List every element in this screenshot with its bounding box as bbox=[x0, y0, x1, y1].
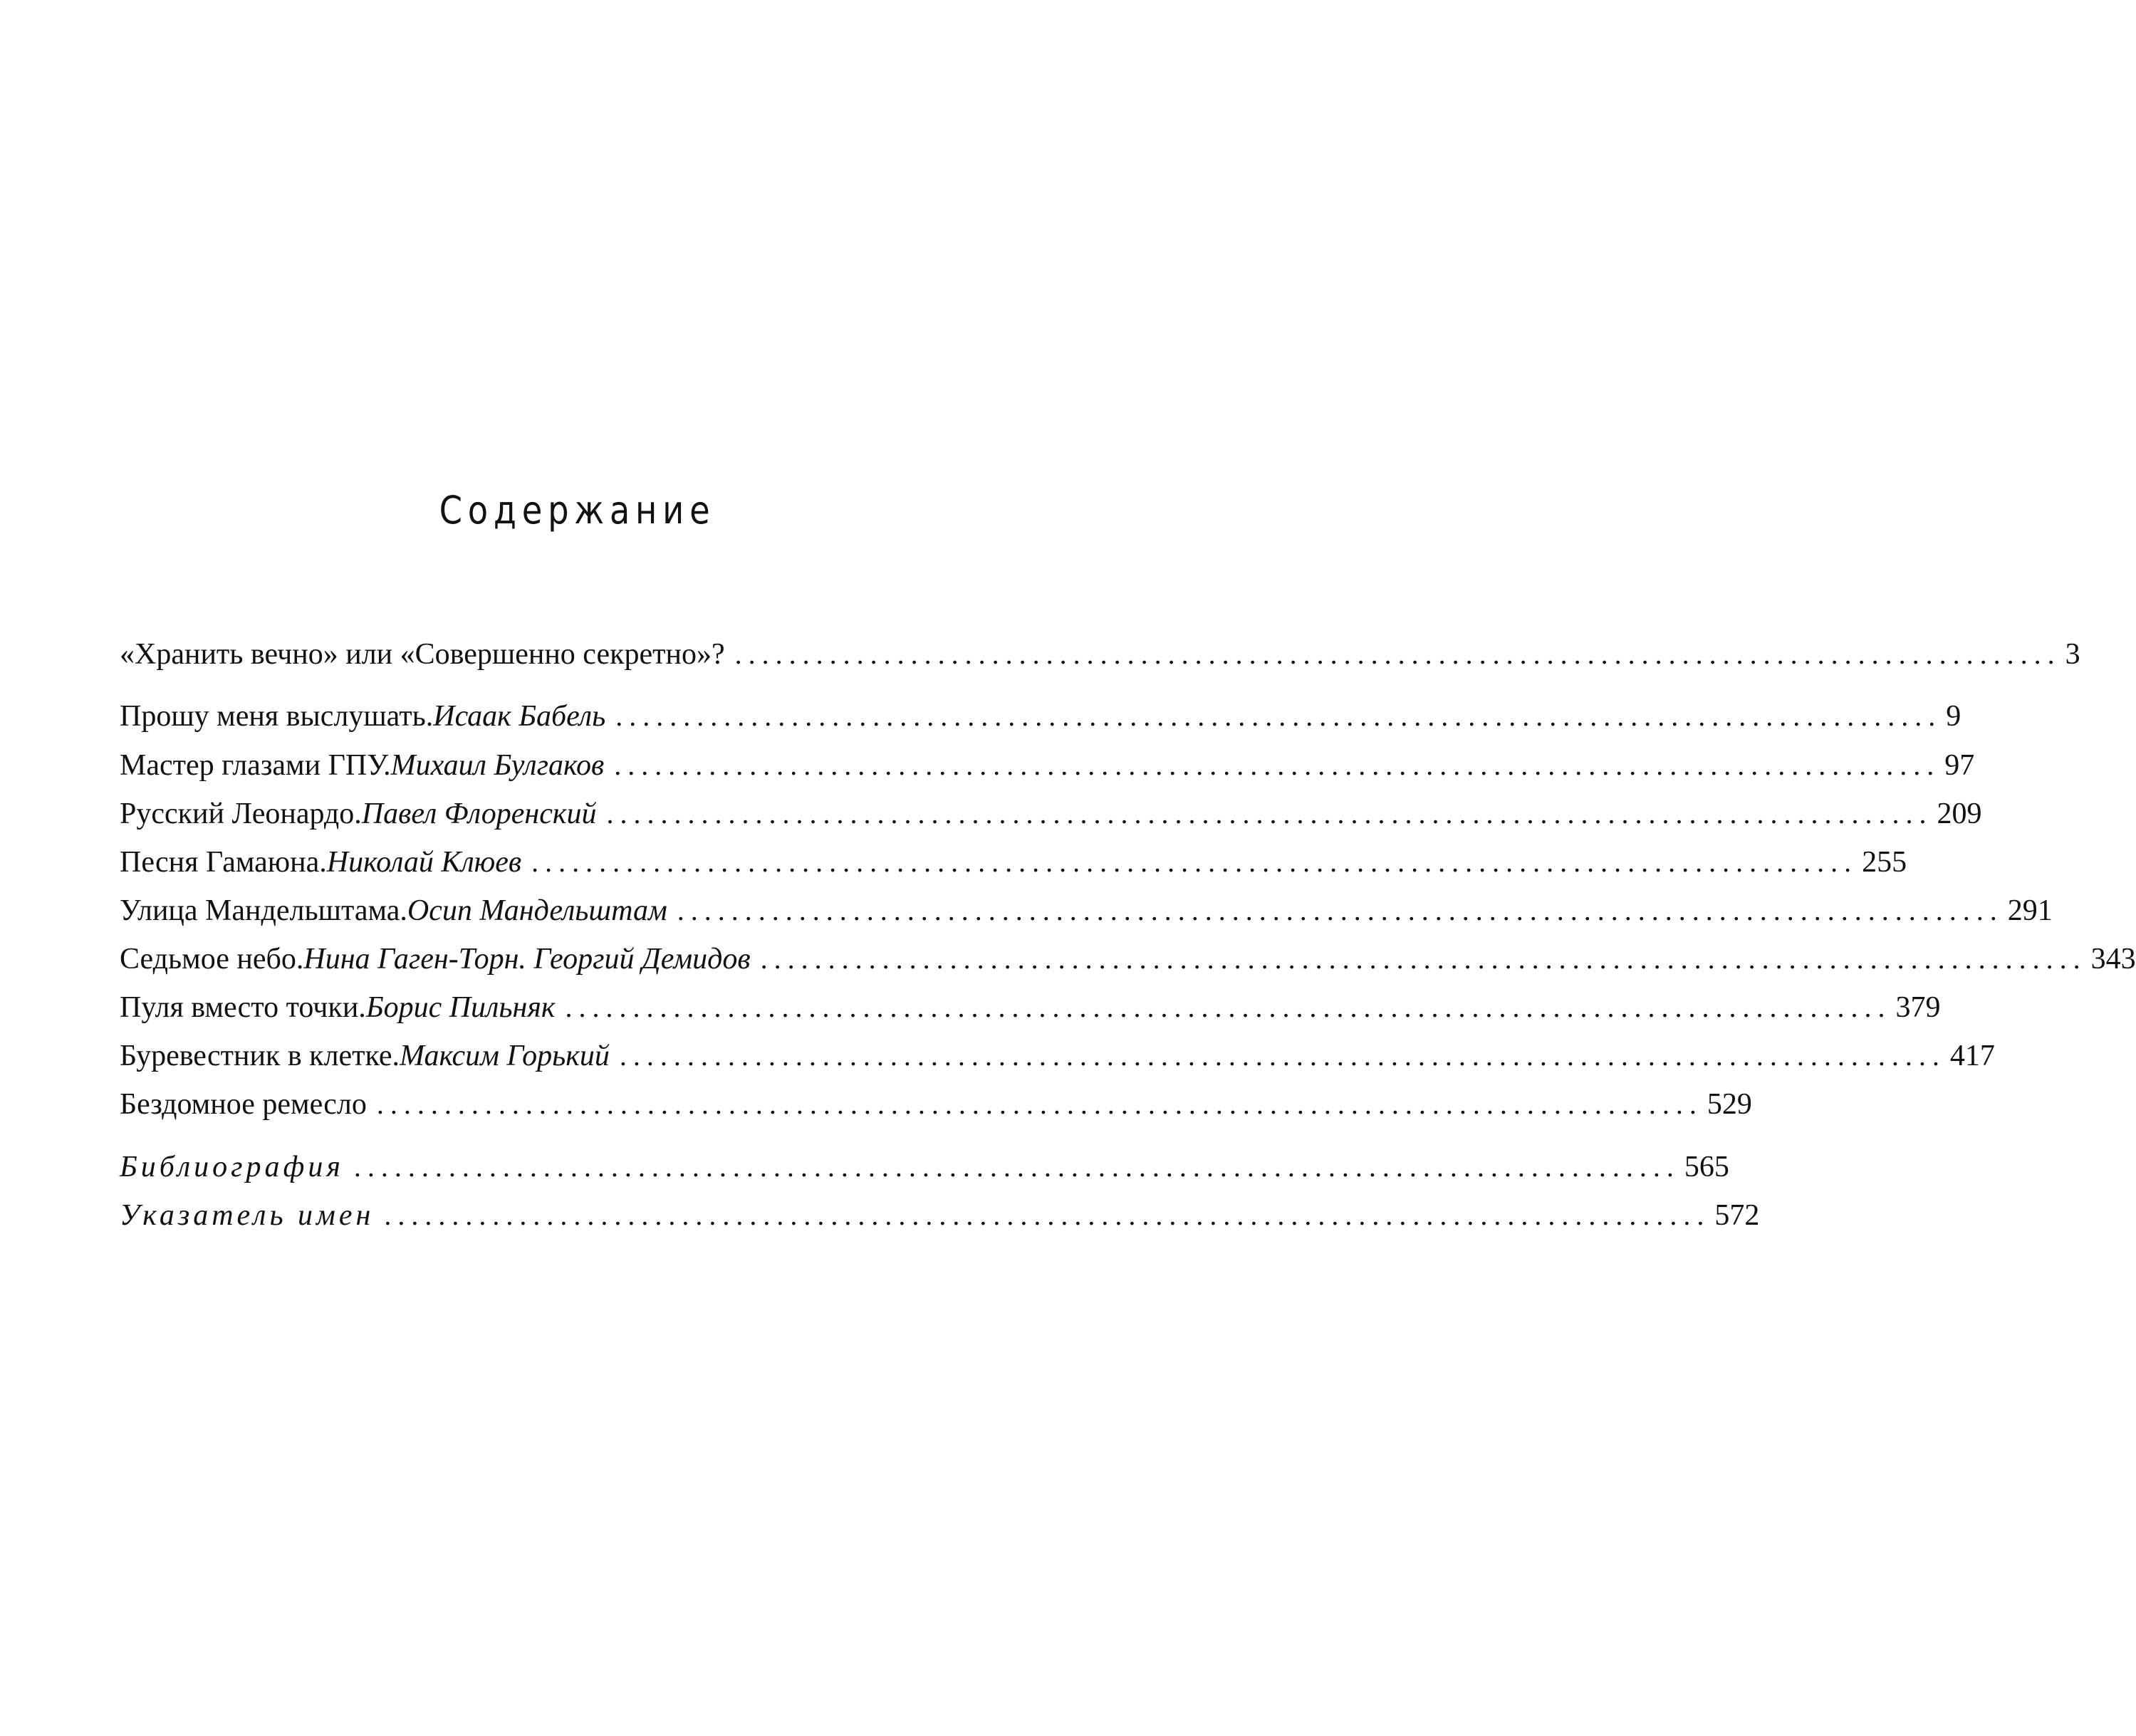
entry-title: Библиография bbox=[120, 1151, 344, 1183]
dot-leader: .................................................................................................. bbox=[619, 1040, 1946, 1072]
entry-page: 97 bbox=[1944, 749, 1975, 782]
toc-entry[interactable] bbox=[120, 700, 1962, 733]
entry-author: Михаил Булгаков bbox=[390, 749, 605, 782]
entry-page: 572 bbox=[1714, 1199, 1760, 1232]
entry-author: Исаак Бабель bbox=[433, 700, 606, 733]
entry-title: Мастер глазами ГПУ. bbox=[120, 749, 391, 782]
entry-title: Указатель имен bbox=[120, 1199, 375, 1232]
entry-title: «Хранить вечно» или «Совершенно секретно»? bbox=[120, 638, 725, 671]
entry-title: Песня Гамаюна. bbox=[120, 846, 327, 879]
entry-author: Николай Клюев bbox=[326, 846, 522, 879]
entry-page: 529 bbox=[1707, 1088, 1752, 1121]
dot-leader: .................................................................................................. bbox=[614, 749, 1941, 781]
entry-title: Пуля вместо точки. bbox=[120, 991, 366, 1024]
toc-entry[interactable] bbox=[120, 894, 2053, 927]
page-title: Содержание bbox=[439, 488, 716, 533]
toc-entry[interactable] bbox=[120, 798, 1982, 830]
dot-leader: .................................................................................................. bbox=[531, 846, 1858, 878]
toc-entry[interactable] bbox=[120, 991, 1941, 1024]
dot-leader: .................................................................................................. bbox=[615, 700, 1942, 732]
entry-title: Прошу меня выслушать. bbox=[120, 700, 434, 733]
toc-entry[interactable] bbox=[120, 943, 2136, 976]
toc-entry-bibliography[interactable] bbox=[120, 1151, 1729, 1183]
toc-entry[interactable] bbox=[120, 749, 1975, 782]
toc-entry[interactable] bbox=[120, 846, 1907, 879]
dot-leader: .................................................................................................. bbox=[565, 991, 1892, 1023]
entry-page: 255 bbox=[1862, 846, 1907, 879]
entry-author: Максим Горький bbox=[400, 1040, 610, 1072]
entry-author: Борис Пильняк bbox=[365, 991, 556, 1024]
entry-author: Павел Флоренский bbox=[361, 798, 597, 830]
toc-entry[interactable] bbox=[120, 1088, 1752, 1121]
entry-author: Нина Гаген-Торн. Георгий Демидов bbox=[303, 943, 751, 976]
dot-leader: .................................................................................................. bbox=[606, 798, 1933, 830]
entry-page: 417 bbox=[1949, 1040, 1995, 1072]
dot-leader: .................................................................................................. bbox=[734, 638, 2061, 670]
dot-leader: .................................................................................................. bbox=[353, 1151, 1680, 1183]
dot-leader: .................................................................................................. bbox=[677, 894, 2004, 926]
entry-page: 9 bbox=[1946, 700, 1962, 733]
entry-page: 343 bbox=[2090, 943, 2136, 976]
dot-leader: .................................................................................................. bbox=[384, 1199, 1711, 1231]
entry-title: Улица Мандельштама. bbox=[120, 894, 407, 927]
entry-page: 209 bbox=[1937, 798, 1982, 830]
toc-entry-name-index[interactable] bbox=[120, 1199, 1760, 1232]
entry-title: Русский Леонардо. bbox=[120, 798, 362, 830]
entry-page: 565 bbox=[1684, 1151, 1729, 1183]
toc-entry[interactable] bbox=[120, 1040, 1995, 1072]
entry-title: Буревестник в клетке. bbox=[120, 1040, 400, 1072]
dot-leader: .................................................................................................. bbox=[760, 943, 2087, 975]
entry-page: 291 bbox=[2007, 894, 2053, 927]
entry-title: Бездомное ремесло bbox=[120, 1088, 367, 1121]
entry-author: Осип Мандельштам bbox=[407, 894, 667, 927]
entry-page: 379 bbox=[1895, 991, 1941, 1024]
entry-page: 3 bbox=[2065, 638, 2080, 671]
entry-title: Седьмое небо. bbox=[120, 943, 304, 976]
toc-entry[interactable] bbox=[120, 638, 2080, 671]
dot-leader: .................................................................................................. bbox=[376, 1088, 1703, 1120]
